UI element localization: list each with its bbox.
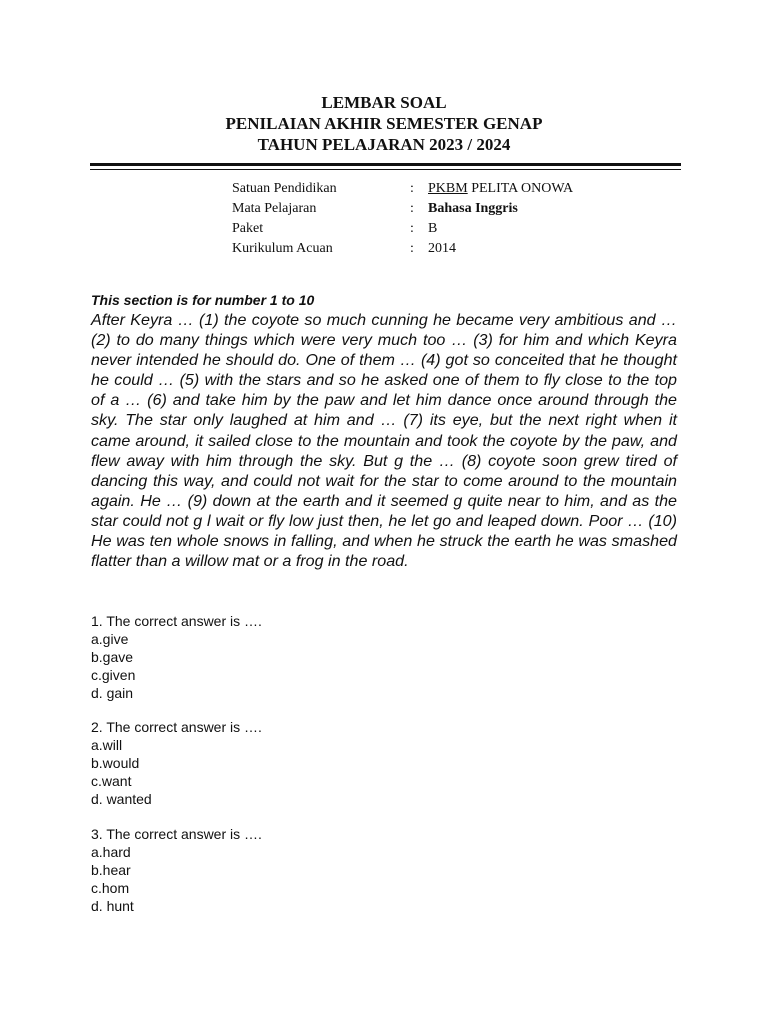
info-row-package <box>232 219 652 239</box>
info-value: B <box>428 221 438 236</box>
reading-passage: After Keyra … (1) the coyote so much cunning he became very ambitious and … (2) to do many things which were very much too … (3) for him and which Keyra never intended he should do. One of them … (4) got so conceited that he thought he could … (5) with the stars and so he asked one of them to fly close to the top of a … (6) and take him by the paw and let him dance once around through the sky. The star only laughed at him and … (7) its eye, but the next right when it came around, it sailed close to the mountain and took the coyote by the paw, and flew away with him through the sky. But g the … (8) coyote soon grew tired of dancing this way, and could not wait for the star to come around to the mountain again. He … (9) down at the earth and it seemed g quite near to him, and as the star could not g l wait or fly low just then, he let go and leaped down. Poor … (10) He was ten whole snows in falling, and when he struck the earth he was smashed flatter than a willow mat or a frog in the road. <box>91 311 677 571</box>
info-label: Paket <box>232 221 264 236</box>
answer-option: b.gave <box>91 649 134 665</box>
info-label: Satuan Pendidikan <box>232 181 337 196</box>
answer-option: c.hom <box>91 880 130 896</box>
question-text: 3. The correct answer is …. <box>91 826 262 842</box>
info-label: Kurikulum Acuan <box>232 241 333 256</box>
info-colon: : <box>410 241 414 256</box>
document-subtitle-exam: PENILAIAN AKHIR SEMESTER GENAP <box>225 114 543 133</box>
answer-option: a.hard <box>91 844 131 860</box>
answer-option: d. gain <box>91 685 134 701</box>
info-value-rest: PELITA ONOWA <box>467 181 574 196</box>
info-value: 2014 <box>428 241 456 256</box>
document-title-block <box>0 92 768 155</box>
info-colon: : <box>410 181 414 196</box>
question-2 <box>91 718 262 808</box>
info-colon: : <box>410 221 414 236</box>
answer-option: c.want <box>91 773 132 789</box>
answer-option: c.given <box>91 667 136 683</box>
document-subtitle-year: TAHUN PELAJARAN 2023 / 2024 <box>257 135 511 154</box>
answer-option: b.hear <box>91 862 131 878</box>
info-value <box>428 179 573 199</box>
answer-option: a.will <box>91 737 123 753</box>
exam-info-table <box>232 179 652 259</box>
question-text: 1. The correct answer is …. <box>91 613 262 629</box>
info-label: Mata Pelajaran <box>232 201 317 216</box>
question-3 <box>91 825 262 915</box>
info-row-subject <box>232 199 652 219</box>
info-row-curriculum <box>232 239 652 259</box>
question-1 <box>91 612 262 702</box>
info-value: Bahasa Inggris <box>428 201 518 216</box>
answer-option: d. hunt <box>91 898 134 914</box>
answer-option: a.give <box>91 631 129 647</box>
question-text: 2. The correct answer is …. <box>91 719 262 735</box>
header-divider-thin <box>90 169 681 170</box>
info-row-school <box>232 179 652 199</box>
header-divider-thick <box>90 163 681 166</box>
info-colon: : <box>410 201 414 216</box>
info-value-underlined: PKBM <box>428 181 468 196</box>
answer-option: b.would <box>91 755 140 771</box>
document-title: LEMBAR SOAL <box>321 93 447 112</box>
section-heading: This section is for number 1 to 10 <box>91 292 315 308</box>
answer-option: d. wanted <box>91 791 152 807</box>
